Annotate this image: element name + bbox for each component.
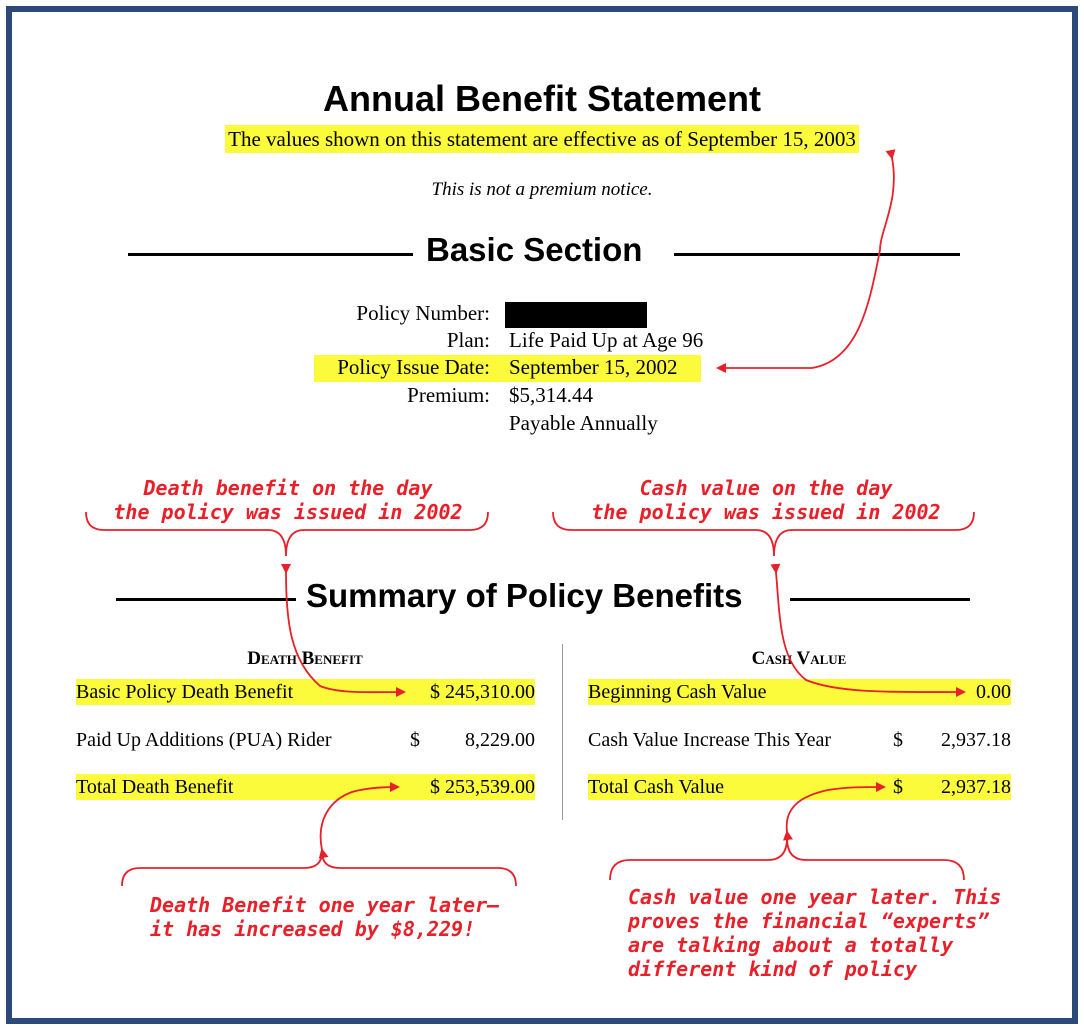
cash-increase-label: Cash Value Increase This Year: [588, 729, 832, 751]
death-later-note-line1: Death Benefit one year later—: [150, 893, 500, 917]
effective-to-issue-arrow: [718, 158, 894, 368]
death-issue-brace: [86, 512, 488, 556]
total-death-benefit-value: $ 253,539.00: [430, 776, 535, 798]
total-cash-value-currency: $: [893, 776, 903, 798]
basic-section-heading: Basic Section: [426, 231, 643, 268]
policy-number-label: Policy Number:: [356, 301, 490, 325]
pua-rider-label: Paid Up Additions (PUA) Rider: [76, 729, 332, 751]
death-benefit-header: Death Benefit: [247, 648, 363, 669]
cash-value-header: Cash Value: [751, 648, 847, 669]
cash-later-brace: [610, 838, 964, 880]
cash-issue-note-line1: Cash value on the day: [639, 476, 893, 500]
death-later-note-line2: it has increased by $8,229!: [150, 917, 476, 941]
cash-later-note-line3: are talking about a totally: [628, 933, 954, 957]
beginning-cash-value-value: 0.00: [976, 681, 1011, 703]
total-death-benefit-label: Total Death Benefit: [76, 776, 234, 798]
premium-value: $5,314.44: [509, 383, 593, 407]
premium-label: Premium:: [407, 383, 490, 407]
basic-death-benefit-label: Basic Policy Death Benefit: [76, 681, 294, 703]
cash-increase-value: 2,937.18: [941, 729, 1011, 751]
statement-title: Annual Benefit Statement: [322, 78, 762, 119]
summary-heading: Summary of Policy Benefits: [306, 577, 743, 614]
beginning-cash-value-label: Beginning Cash Value: [588, 681, 767, 703]
premium-notice-disclaimer: This is not a premium notice.: [431, 179, 653, 200]
total-death-arrow: [321, 787, 398, 850]
death-issue-arrow: [286, 572, 404, 692]
cash-issue-arrow: [776, 572, 964, 692]
issue-date-value: September 15, 2002: [509, 355, 678, 379]
plan-value: Life Paid Up at Age 96: [509, 328, 704, 352]
total-cash-value-label: Total Cash Value: [588, 776, 724, 798]
effective-date-text: The values shown on this statement are effective as of September 15, 2003: [225, 125, 859, 153]
pua-rider-currency: $: [410, 729, 420, 751]
cash-issue-note-line2: the policy was issued in 2002: [591, 500, 941, 524]
death-issue-note-line2: the policy was issued in 2002: [113, 500, 463, 524]
cash-increase-currency: $: [893, 729, 903, 751]
cash-later-note-line2: proves the financial “experts”: [628, 909, 990, 933]
cash-issue-brace: [553, 512, 974, 556]
death-later-brace: [122, 852, 516, 886]
issue-date-label: Policy Issue Date:: [337, 355, 490, 379]
cash-later-note-line4: different kind of policy: [628, 957, 917, 981]
plan-label: Plan:: [446, 328, 490, 352]
total-cash-arrow: [787, 787, 884, 832]
premium-frequency: Payable Annually: [509, 411, 658, 435]
total-cash-value-value: 2,937.18: [941, 776, 1011, 798]
death-issue-note-line1: Death benefit on the day: [143, 476, 433, 500]
basic-death-benefit-value: $ 245,310.00: [430, 681, 535, 703]
cash-later-note-line1: Cash value one year later. This: [628, 885, 1002, 909]
pua-rider-value: 8,229.00: [465, 729, 535, 751]
